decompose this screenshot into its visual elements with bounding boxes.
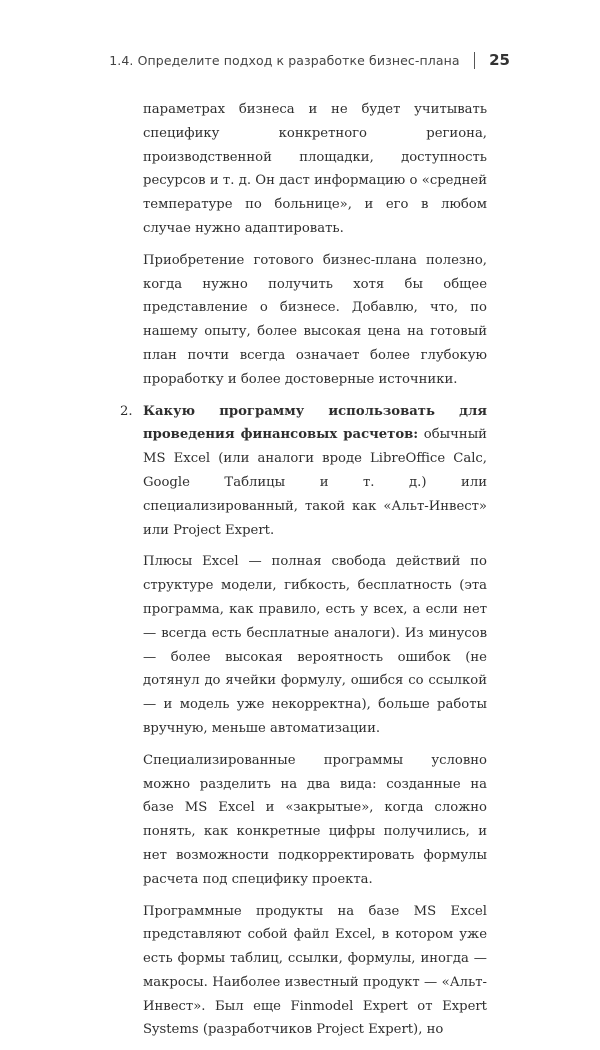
numbered-item-2 xyxy=(120,400,487,543)
paragraph-continued: параметрах бизнеса и не будет учитывать специфику конкретного региона, производственной площадки, доступность ресурсов и т. д. Он даст информацию о «средней температуре по больнице», и его в любом случае нужно адаптировать. xyxy=(143,102,487,236)
paragraph-ready-plan: Приобретение готового бизнес-плана полезно, когда нужно получить хотя бы общее представление о бизнесе. Добавлю, что, по нашему опыту, более высокая цена на готовый план почти всегда означает более глубокую проработку и более достоверные источники. xyxy=(143,252,487,387)
paragraph-specialized: Специализированные программы условно можно разделить на два вида: созданные на базе MS Excel и «закрытые», когда сложно понять, как конкретные цифры получились, и нет возможности подкорректировать формулы расчета под специфику проекта. xyxy=(143,752,487,887)
header-divider xyxy=(474,52,476,69)
running-header xyxy=(0,49,510,71)
item-bold-lead: Какую программу использовать для проведения финансовых расчетов: xyxy=(143,403,487,443)
item-text: обычный MS Excel (или аналоги вроде LibreOffice Calc, Google Таблицы и т. д.) или специализированный, такой как «Альт-Инвест» или Project Expert. xyxy=(143,427,487,538)
page-number: 25 xyxy=(489,51,510,69)
section-title: 1.4. Определите подход к разработке бизнес-плана xyxy=(109,52,460,68)
paragraph-excel-pros: Плюсы Excel — полная свобода действий по структуре модели, гибкость, бесплатность (эта программа, как правило, есть у всех, а если нет — всегда есть бесплатные аналоги). Из минусов — более высокая вероятность ошибок (не дотянул до ячейки формулу, ошибся со ссылкой — и модель уже некорректна), больше работы вручную, меньше автоматизации. xyxy=(143,554,487,736)
paragraph-excel-based: Программные продукты на базе MS Excel представляют собой файл Excel, в котором уже есть формы таблиц, ссылки, формулы, иногда — макросы. Наиболее известный продукт — «Альт-Инвест». Был еще Finmodel Expert от Expert Systems (разработчиков Project Expert), но xyxy=(143,903,487,1038)
body-text xyxy=(120,98,487,1050)
item-number: 2. xyxy=(120,403,133,419)
